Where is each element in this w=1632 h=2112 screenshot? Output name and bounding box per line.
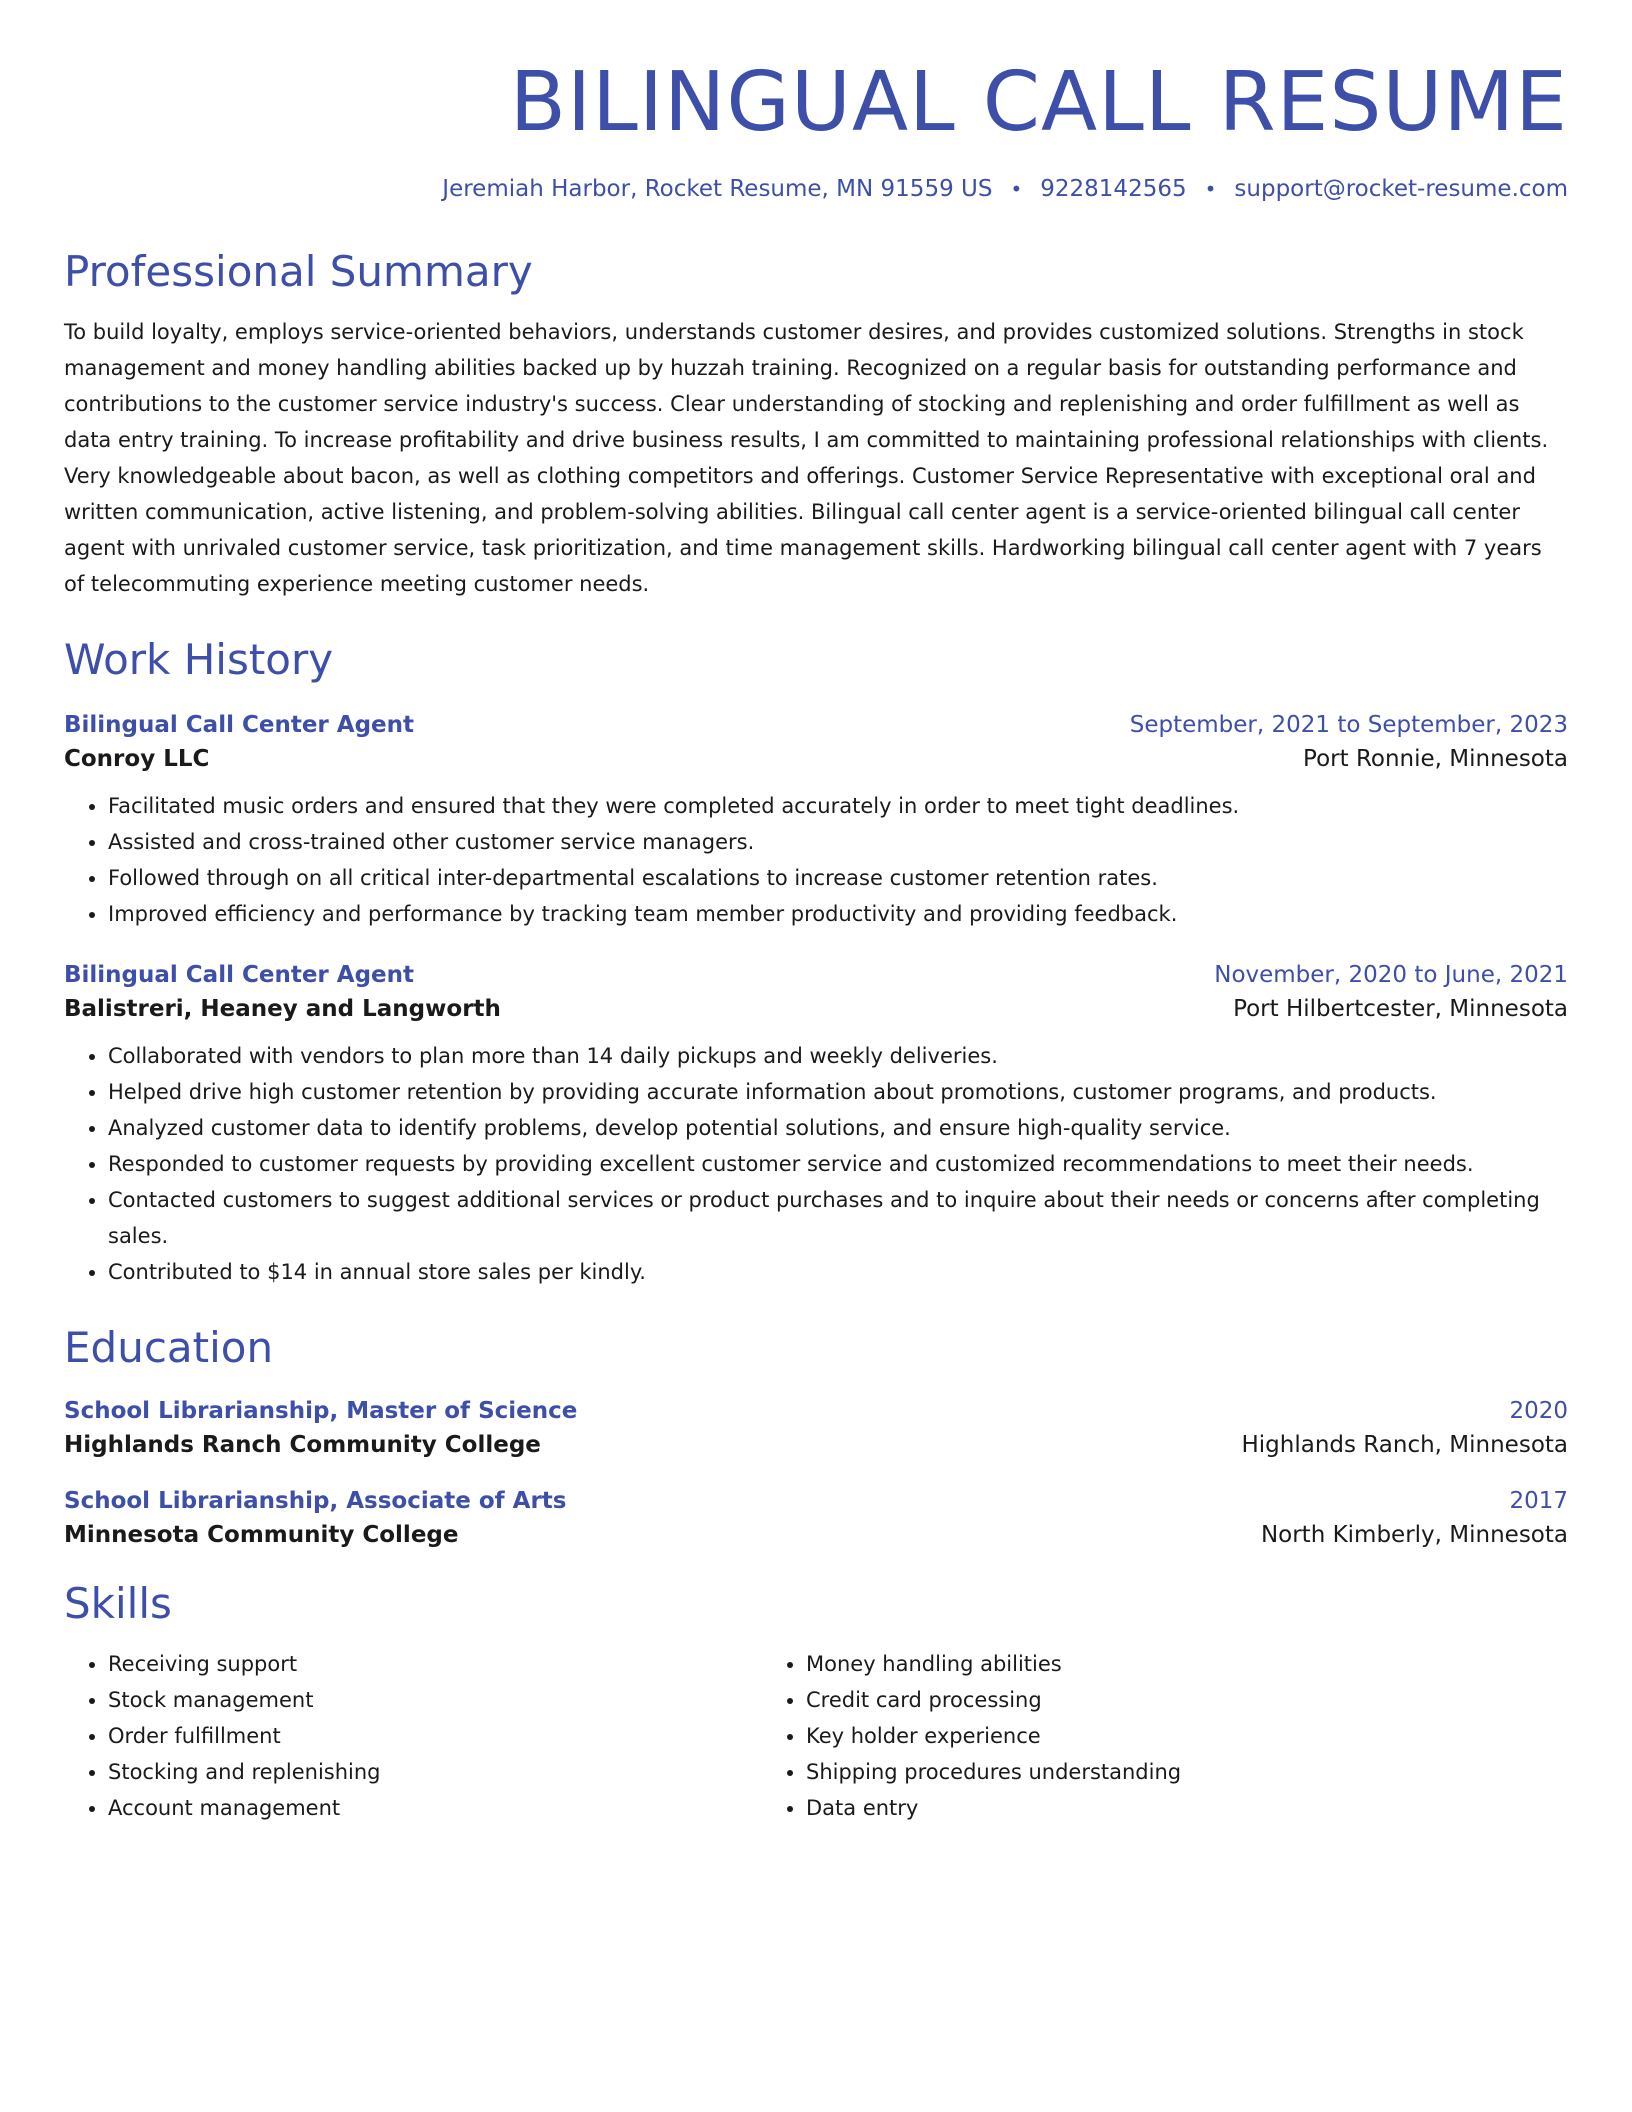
education-school: Highlands Ranch Community College xyxy=(64,1432,541,1458)
job-company: Balistreri, Heaney and Langworth xyxy=(64,996,501,1022)
job-bullet: • Assisted and cross-trained other customer service managers. xyxy=(108,824,1568,860)
skills-columns xyxy=(64,1646,1568,1826)
skill-item: • Order fulfillment xyxy=(108,1718,762,1754)
job-bullets xyxy=(64,788,1568,932)
job-bullet: • Followed through on all critical inter-departmental escalations to increase customer retention rates. xyxy=(108,860,1568,896)
job-location: Port Hilbertcester, Minnesota xyxy=(1233,996,1568,1022)
education-degree: School Librarianship, Associate of Arts xyxy=(64,1488,567,1514)
skills-heading: Skills xyxy=(64,1579,172,1628)
job-bullet: • Contributed to $14 in annual store sales per kindly. xyxy=(108,1254,1568,1290)
skill-item: • Account management xyxy=(108,1790,762,1826)
skill-item: • Shipping procedures understanding xyxy=(806,1754,1460,1790)
education-year: 2020 xyxy=(1509,1398,1568,1424)
skill-item: • Credit card processing xyxy=(806,1682,1460,1718)
job-bullet: • Analyzed customer data to identify problems, develop potential solutions, and ensure high-quality service. xyxy=(108,1110,1568,1146)
job-company: Conroy LLC xyxy=(64,746,210,772)
skill-item: • Data entry xyxy=(806,1790,1460,1826)
skills-list-left xyxy=(64,1646,762,1826)
summary-heading: Professional Summary xyxy=(64,247,533,296)
contact-line xyxy=(64,176,1568,202)
education-year: 2017 xyxy=(1509,1488,1568,1514)
contact-phone: 9228142565 xyxy=(1040,176,1187,202)
education-heading: Education xyxy=(64,1323,274,1372)
job-bullet: • Contacted customers to suggest additional services or product purchases and to inquire about their needs or concerns after completing sales. xyxy=(108,1182,1568,1254)
contact-address: Jeremiah Harbor, Rocket Resume, MN 91559 US xyxy=(442,176,993,202)
education-degree: School Librarianship, Master of Science xyxy=(64,1398,578,1424)
job-bullet: • Collaborated with vendors to plan more than 14 daily pickups and weekly deliveries. xyxy=(108,1038,1568,1074)
job-bullet: • Facilitated music orders and ensured that they were completed accurately in order to meet tight deadlines. xyxy=(108,788,1568,824)
skill-item: • Money handling abilities xyxy=(806,1646,1460,1682)
job-bullet: • Responded to customer requests by providing excellent customer service and customized recommendations to meet their needs. xyxy=(108,1146,1568,1182)
job-location: Port Ronnie, Minnesota xyxy=(1303,746,1568,772)
education-school: Minnesota Community College xyxy=(64,1522,459,1548)
education-entry xyxy=(64,1398,1568,1458)
skill-item: • Stock management xyxy=(108,1682,762,1718)
job-entry xyxy=(64,712,1568,932)
job-title: Bilingual Call Center Agent xyxy=(64,712,415,738)
skill-item: • Key holder experience xyxy=(806,1718,1460,1754)
job-title: Bilingual Call Center Agent xyxy=(64,962,415,988)
contact-separator: • xyxy=(1010,177,1023,201)
job-entry xyxy=(64,962,1568,1290)
job-bullet: • Helped drive high customer retention by providing accurate information about promotions, customer programs, and products. xyxy=(108,1074,1568,1110)
contact-separator: • xyxy=(1204,177,1217,201)
job-bullets xyxy=(64,1038,1568,1290)
summary-text: To build loyalty, employs service-oriented behaviors, understands customer desires, and provides customized solutions. Strengths in stock management and money handling abilities backed up by huzzah training. Recognized on a regular basis for outstanding performance and contributions to the customer service industry's success. Clear understanding of stocking and replenishing and order fulfillment as well as data entry training. To increase profitability and drive business results, I am committed to maintaining professional relationships with clients. Very knowledgeable about bacon, as well as clothing competitors and offerings. Customer Service Representative with exceptional oral and written communication, active listening, and problem-solving abilities. Bilingual call center agent is a service-oriented bilingual call center agent with unrivaled customer service, task prioritization, and time management skills. Hardworking bilingual call center agent with 7 years of telecommuting experience meeting customer needs. xyxy=(64,320,1549,596)
job-bullet: • Improved efficiency and performance by tracking team member productivity and providing feedback. xyxy=(108,896,1568,932)
work-history-heading: Work History xyxy=(64,635,334,684)
education-location: North Kimberly, Minnesota xyxy=(1260,1522,1568,1548)
job-dates: September, 2021 to September, 2023 xyxy=(1129,712,1568,738)
skill-item: • Receiving support xyxy=(108,1646,762,1682)
contact-email: support@rocket-resume.com xyxy=(1234,176,1568,202)
resume-page xyxy=(64,48,1568,1826)
education-entry xyxy=(64,1488,1568,1548)
skills-list-right xyxy=(762,1646,1460,1826)
education-location: Highlands Ranch, Minnesota xyxy=(1241,1432,1568,1458)
job-dates: November, 2020 to June, 2021 xyxy=(1214,962,1568,988)
skill-item: • Stocking and replenishing xyxy=(108,1754,762,1790)
resume-title: BILINGUAL CALL RESUME xyxy=(509,55,1568,150)
